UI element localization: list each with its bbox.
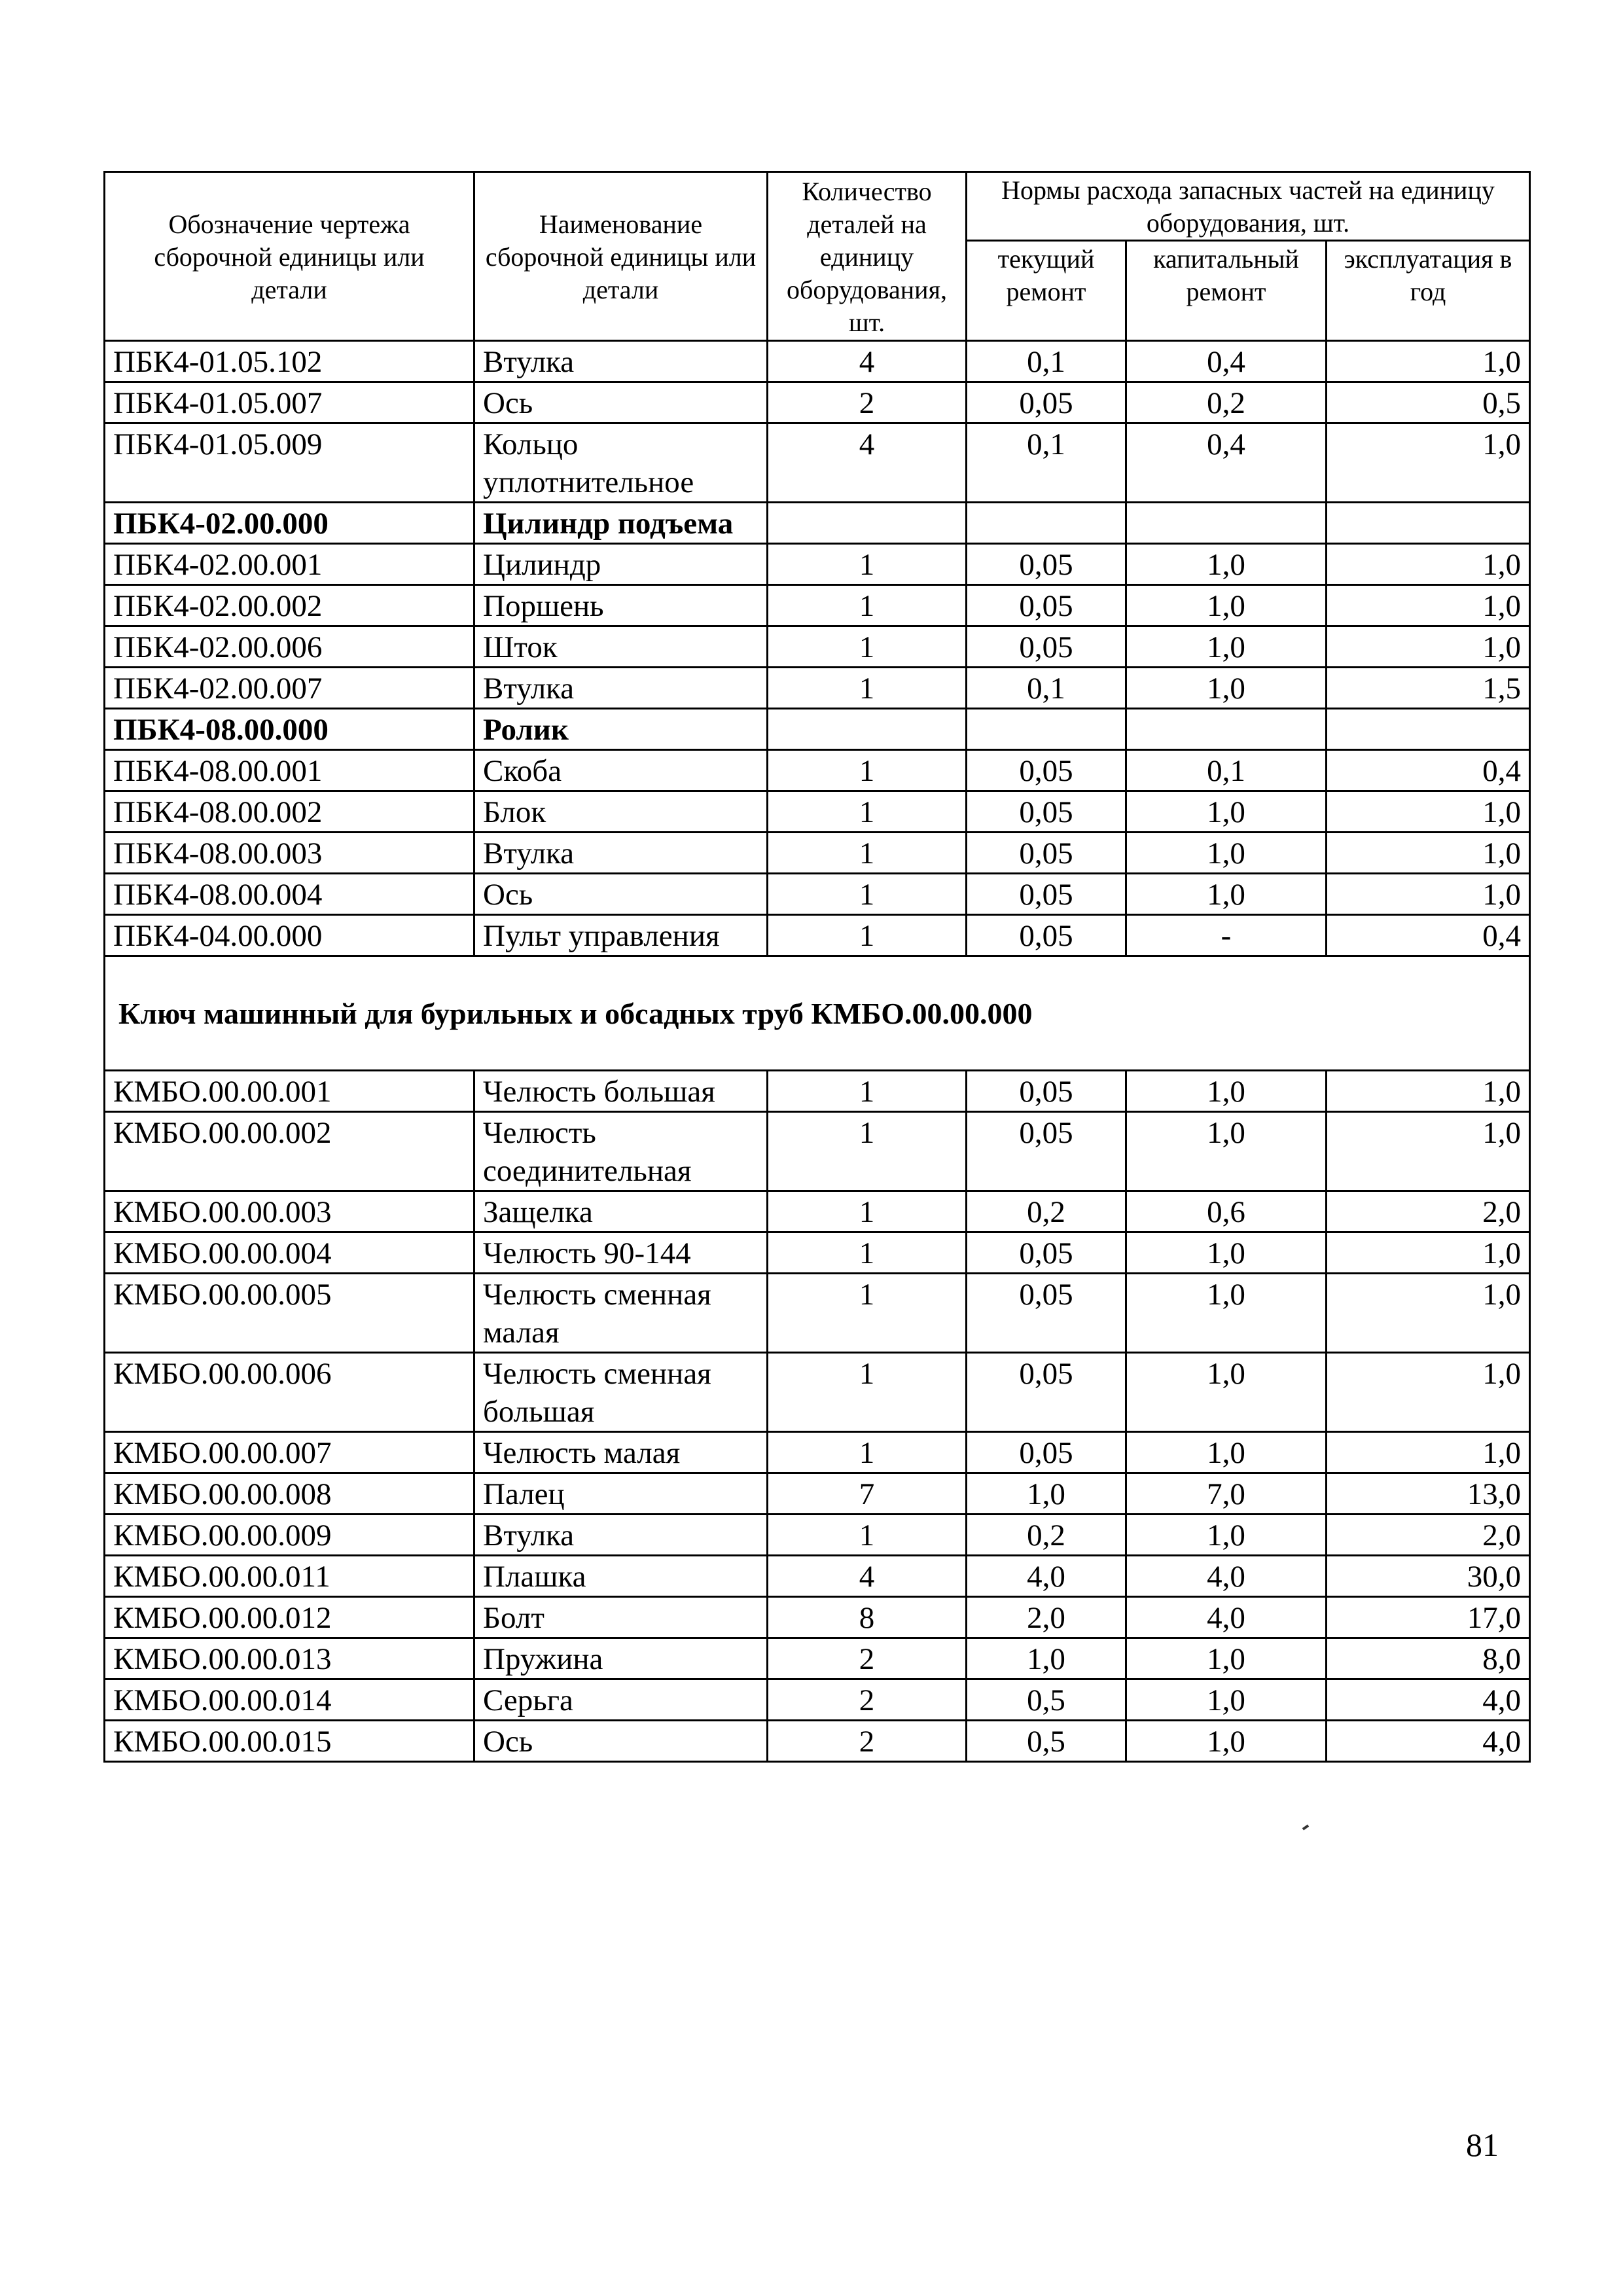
cell-operation-per-year: 30,0: [1327, 1556, 1530, 1597]
table-row: [105, 1638, 1530, 1679]
cell-drawing-code: КМБО.00.00.015: [105, 1721, 474, 1762]
cell-current-repair: 0,5: [967, 1679, 1126, 1721]
table-row: [105, 341, 1530, 382]
cell-operation-per-year: 1,0: [1327, 341, 1530, 382]
cell-quantity: 1: [768, 750, 967, 791]
cell-capital-repair: 1,0: [1126, 1432, 1327, 1473]
cell-capital-repair: 0,2: [1126, 382, 1327, 423]
cell-part-name: Пульт управления: [474, 915, 768, 956]
table-row: [105, 503, 1530, 544]
cell-drawing-code: КМБО.00.00.007: [105, 1432, 474, 1473]
cell-quantity: 1: [768, 1353, 967, 1432]
cell-drawing-code: ПБК4-02.00.006: [105, 626, 474, 668]
cell-drawing-code: КМБО.00.00.006: [105, 1353, 474, 1432]
cell-current-repair: 0,5: [967, 1721, 1126, 1762]
cell-quantity: 4: [768, 341, 967, 382]
cell-current-repair: 0,05: [967, 791, 1126, 833]
cell-capital-repair: 7,0: [1126, 1473, 1327, 1515]
cell-part-name: Челюсть соединительная: [474, 1112, 768, 1191]
cell-capital-repair: 1,0: [1126, 1071, 1327, 1112]
cell-current-repair: 0,05: [967, 750, 1126, 791]
cell-operation-per-year: 1,0: [1327, 626, 1530, 668]
cell-operation-per-year: [1327, 503, 1530, 544]
cell-current-repair: 0,05: [967, 874, 1126, 915]
cell-capital-repair: 1,0: [1126, 1353, 1327, 1432]
cell-current-repair: 1,0: [967, 1638, 1126, 1679]
cell-quantity: 1: [768, 1274, 967, 1353]
table-body-kmbo: [105, 1071, 1530, 1762]
cell-capital-repair: 0,1: [1126, 750, 1327, 791]
cell-capital-repair: [1126, 503, 1327, 544]
cell-part-name: Цилиндр: [474, 544, 768, 585]
cell-drawing-code: КМБО.00.00.009: [105, 1515, 474, 1556]
cell-part-name: Цилиндр подъема: [474, 503, 768, 544]
cell-operation-per-year: 4,0: [1327, 1721, 1530, 1762]
cell-operation-per-year: 0,5: [1327, 382, 1530, 423]
table-row: [105, 1721, 1530, 1762]
cell-drawing-code: КМБО.00.00.004: [105, 1232, 474, 1274]
cell-capital-repair: 1,0: [1126, 1274, 1327, 1353]
table-row: [105, 626, 1530, 668]
table-row: [105, 750, 1530, 791]
table-row: [105, 791, 1530, 833]
cell-part-name: Блок: [474, 791, 768, 833]
table-row: [105, 1071, 1530, 1112]
cell-operation-per-year: 0,4: [1327, 750, 1530, 791]
header-quantity: Количество деталей на единицу оборудования, шт.: [768, 172, 967, 341]
cell-part-name: Плашка: [474, 1556, 768, 1597]
table-row: [105, 915, 1530, 956]
cell-part-name: Шток: [474, 626, 768, 668]
page-number: 81: [1466, 2126, 1499, 2163]
cell-current-repair: 0,05: [967, 1112, 1126, 1191]
cell-current-repair: 0,05: [967, 1274, 1126, 1353]
cell-part-name: Втулка: [474, 341, 768, 382]
cell-current-repair: 0,1: [967, 668, 1126, 709]
cell-drawing-code: ПБК4-02.00.000: [105, 503, 474, 544]
cell-capital-repair: 1,0: [1126, 1232, 1327, 1274]
cell-quantity: 4: [768, 423, 967, 503]
cell-quantity: 2: [768, 1638, 967, 1679]
table-row: [105, 544, 1530, 585]
table-row: [105, 874, 1530, 915]
cell-quantity: 1: [768, 1432, 967, 1473]
cell-capital-repair: 1,0: [1126, 585, 1327, 626]
cell-drawing-code: ПБК4-08.00.002: [105, 791, 474, 833]
cell-part-name: Втулка: [474, 668, 768, 709]
table-header: [105, 172, 1530, 341]
cell-current-repair: 0,05: [967, 626, 1126, 668]
cell-operation-per-year: 1,0: [1327, 1112, 1530, 1191]
cell-current-repair: 0,2: [967, 1191, 1126, 1232]
cell-operation-per-year: 1,0: [1327, 1232, 1530, 1274]
table-row: [105, 1515, 1530, 1556]
cell-capital-repair: 0,4: [1126, 341, 1327, 382]
cell-quantity: 1: [768, 668, 967, 709]
cell-capital-repair: 1,0: [1126, 668, 1327, 709]
cell-capital-repair: 1,0: [1126, 874, 1327, 915]
header-current-repair: текущий ремонт: [967, 241, 1126, 341]
table-row: [105, 1597, 1530, 1638]
cell-drawing-code: ПБК4-01.05.102: [105, 341, 474, 382]
cell-current-repair: [967, 709, 1126, 750]
cell-operation-per-year: 1,0: [1327, 544, 1530, 585]
cell-quantity: 2: [768, 1721, 967, 1762]
cell-part-name: Скоба: [474, 750, 768, 791]
cell-current-repair: 0,05: [967, 1071, 1126, 1112]
table-body-pbk4: [105, 341, 1530, 956]
cell-capital-repair: 0,6: [1126, 1191, 1327, 1232]
cell-capital-repair: 1,0: [1126, 791, 1327, 833]
cell-part-name: Ось: [474, 1721, 768, 1762]
cell-drawing-code: ПБК4-08.00.001: [105, 750, 474, 791]
cell-capital-repair: 1,0: [1126, 544, 1327, 585]
cell-operation-per-year: 1,0: [1327, 833, 1530, 874]
cell-part-name: Челюсть 90-144: [474, 1232, 768, 1274]
cell-capital-repair: [1126, 709, 1327, 750]
cell-operation-per-year: 1,5: [1327, 668, 1530, 709]
cell-quantity: 1: [768, 791, 967, 833]
header-operation-per-year: эксплуатация в год: [1327, 241, 1530, 341]
cell-current-repair: 0,05: [967, 1232, 1126, 1274]
cell-quantity: 1: [768, 874, 967, 915]
table-row: [105, 1112, 1530, 1191]
table-row: [105, 1679, 1530, 1721]
cell-drawing-code: КМБО.00.00.014: [105, 1679, 474, 1721]
spare-parts-table: [103, 171, 1531, 1763]
cell-drawing-code: ПБК4-08.00.004: [105, 874, 474, 915]
cell-drawing-code: ПБК4-02.00.007: [105, 668, 474, 709]
cell-quantity: 1: [768, 1112, 967, 1191]
cell-capital-repair: 1,0: [1126, 1515, 1327, 1556]
header-norms-group: Нормы расхода запасных частей на единицу оборудования, шт.: [967, 172, 1530, 241]
table-row: [105, 1473, 1530, 1515]
cell-part-name: Пружина: [474, 1638, 768, 1679]
cell-part-name: Челюсть сменная большая: [474, 1353, 768, 1432]
cell-quantity: 1: [768, 833, 967, 874]
header-part-name: Наименование сборочной единицы или детали: [474, 172, 768, 341]
cell-drawing-code: ПБК4-02.00.001: [105, 544, 474, 585]
table-row: [105, 423, 1530, 503]
table-row: [105, 1556, 1530, 1597]
cell-drawing-code: ПБК4-08.00.000: [105, 709, 474, 750]
cell-quantity: 2: [768, 382, 967, 423]
cell-capital-repair: 1,0: [1126, 1679, 1327, 1721]
table-row: [105, 1432, 1530, 1473]
cell-current-repair: 0,05: [967, 1353, 1126, 1432]
cell-operation-per-year: 17,0: [1327, 1597, 1530, 1638]
cell-capital-repair: 1,0: [1126, 1112, 1327, 1191]
cell-operation-per-year: [1327, 709, 1530, 750]
table-row: [105, 709, 1530, 750]
cell-operation-per-year: 4,0: [1327, 1679, 1530, 1721]
stray-mark: [1302, 1824, 1309, 1830]
cell-part-name: Ось: [474, 874, 768, 915]
cell-part-name: Челюсть сменная малая: [474, 1274, 768, 1353]
cell-quantity: 1: [768, 1191, 967, 1232]
cell-part-name: Защелка: [474, 1191, 768, 1232]
table-row: [105, 668, 1530, 709]
cell-operation-per-year: 8,0: [1327, 1638, 1530, 1679]
cell-quantity: 8: [768, 1597, 967, 1638]
cell-part-name: Поршень: [474, 585, 768, 626]
cell-quantity: 1: [768, 1232, 967, 1274]
cell-capital-repair: 0,4: [1126, 423, 1327, 503]
cell-capital-repair: 4,0: [1126, 1597, 1327, 1638]
cell-drawing-code: ПБК4-01.05.007: [105, 382, 474, 423]
cell-drawing-code: ПБК4-08.00.003: [105, 833, 474, 874]
table-row: [105, 1353, 1530, 1432]
cell-drawing-code: КМБО.00.00.008: [105, 1473, 474, 1515]
cell-operation-per-year: 1,0: [1327, 423, 1530, 503]
cell-current-repair: 0,05: [967, 382, 1126, 423]
cell-quantity: [768, 503, 967, 544]
cell-part-name: Палец: [474, 1473, 768, 1515]
cell-capital-repair: 1,0: [1126, 833, 1327, 874]
cell-operation-per-year: 2,0: [1327, 1515, 1530, 1556]
cell-part-name: Втулка: [474, 1515, 768, 1556]
table-row: [105, 1232, 1530, 1274]
table-row: [105, 382, 1530, 423]
cell-capital-repair: 1,0: [1126, 626, 1327, 668]
cell-quantity: 1: [768, 1515, 967, 1556]
header-drawing-code: Обозначение чертежа сборочной единицы или детали: [105, 172, 474, 341]
table-row: [105, 585, 1530, 626]
cell-current-repair: 4,0: [967, 1556, 1126, 1597]
cell-part-name: Челюсть большая: [474, 1071, 768, 1112]
cell-part-name: Кольцо уплотнительное: [474, 423, 768, 503]
header-capital-repair: капитальный ремонт: [1126, 241, 1327, 341]
cell-current-repair: 2,0: [967, 1597, 1126, 1638]
cell-part-name: Болт: [474, 1597, 768, 1638]
cell-current-repair: 0,2: [967, 1515, 1126, 1556]
cell-operation-per-year: 1,0: [1327, 1071, 1530, 1112]
cell-part-name: Серьга: [474, 1679, 768, 1721]
cell-quantity: 1: [768, 585, 967, 626]
cell-quantity: 1: [768, 915, 967, 956]
cell-operation-per-year: 1,0: [1327, 585, 1530, 626]
cell-drawing-code: КМБО.00.00.012: [105, 1597, 474, 1638]
cell-quantity: 1: [768, 1071, 967, 1112]
cell-current-repair: 0,1: [967, 423, 1126, 503]
cell-current-repair: 1,0: [967, 1473, 1126, 1515]
cell-quantity: 4: [768, 1556, 967, 1597]
cell-capital-repair: 1,0: [1126, 1721, 1327, 1762]
cell-quantity: 7: [768, 1473, 967, 1515]
cell-part-name: Втулка: [474, 833, 768, 874]
cell-drawing-code: ПБК4-04.00.000: [105, 915, 474, 956]
cell-drawing-code: КМБО.00.00.005: [105, 1274, 474, 1353]
cell-drawing-code: КМБО.00.00.011: [105, 1556, 474, 1597]
cell-part-name: Ось: [474, 382, 768, 423]
cell-drawing-code: КМБО.00.00.003: [105, 1191, 474, 1232]
cell-operation-per-year: 1,0: [1327, 874, 1530, 915]
cell-current-repair: 0,05: [967, 585, 1126, 626]
cell-part-name: Ролик: [474, 709, 768, 750]
cell-current-repair: 0,1: [967, 341, 1126, 382]
table-row: [105, 1274, 1530, 1353]
cell-quantity: 2: [768, 1679, 967, 1721]
table-section: [105, 956, 1530, 1071]
cell-operation-per-year: 0,4: [1327, 915, 1530, 956]
cell-drawing-code: ПБК4-01.05.009: [105, 423, 474, 503]
cell-quantity: 1: [768, 544, 967, 585]
cell-capital-repair: 1,0: [1126, 1638, 1327, 1679]
table-row: [105, 1191, 1530, 1232]
cell-current-repair: 0,05: [967, 915, 1126, 956]
cell-operation-per-year: 1,0: [1327, 791, 1530, 833]
table-row: [105, 833, 1530, 874]
cell-drawing-code: ПБК4-02.00.002: [105, 585, 474, 626]
cell-quantity: [768, 709, 967, 750]
cell-quantity: 1: [768, 626, 967, 668]
section-title: Ключ машинный для бурильных и обсадных труб КМБО.00.00.000: [105, 956, 1530, 1071]
cell-drawing-code: КМБО.00.00.002: [105, 1112, 474, 1191]
cell-operation-per-year: 1,0: [1327, 1432, 1530, 1473]
cell-capital-repair: -: [1126, 915, 1327, 956]
cell-drawing-code: КМБО.00.00.001: [105, 1071, 474, 1112]
cell-operation-per-year: 13,0: [1327, 1473, 1530, 1515]
cell-part-name: Челюсть малая: [474, 1432, 768, 1473]
cell-current-repair: 0,05: [967, 544, 1126, 585]
cell-operation-per-year: 1,0: [1327, 1353, 1530, 1432]
cell-capital-repair: 4,0: [1126, 1556, 1327, 1597]
cell-drawing-code: КМБО.00.00.013: [105, 1638, 474, 1679]
cell-operation-per-year: 2,0: [1327, 1191, 1530, 1232]
cell-current-repair: 0,05: [967, 833, 1126, 874]
cell-current-repair: 0,05: [967, 1432, 1126, 1473]
cell-current-repair: [967, 503, 1126, 544]
cell-operation-per-year: 1,0: [1327, 1274, 1530, 1353]
